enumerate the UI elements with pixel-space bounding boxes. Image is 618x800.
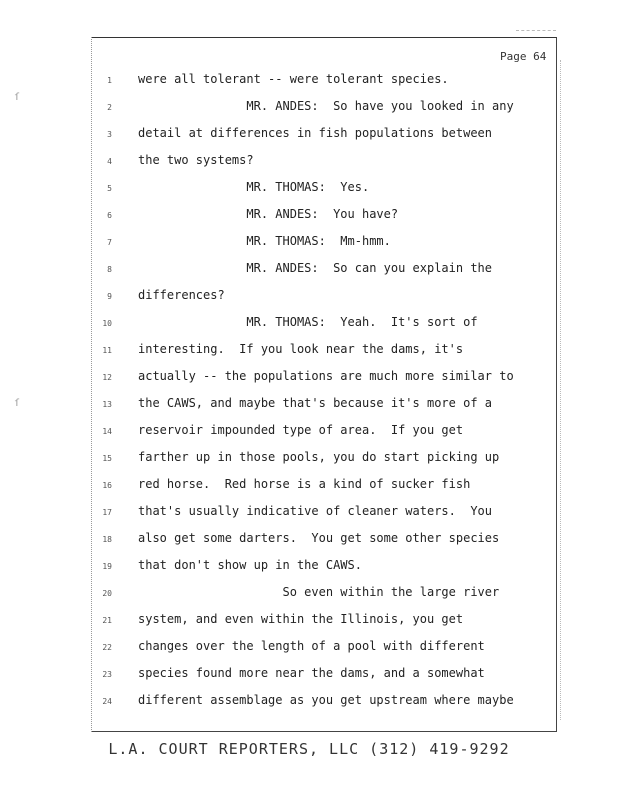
line-text: that's usually indicative of cleaner waters. You: [138, 504, 493, 518]
line-number: 8: [107, 265, 112, 274]
line-number: 11: [102, 346, 112, 355]
line-number: 3: [107, 130, 112, 139]
transcript-line: [0, 288, 618, 306]
line-text: the CAWS, and maybe that's because it's more of a: [138, 396, 493, 410]
line-number: 18: [102, 535, 112, 544]
line-text: reservoir impounded type of area. If you get: [138, 423, 464, 437]
line-text: So even within the large river: [138, 585, 500, 599]
transcript-line: [0, 180, 618, 198]
line-number: 15: [102, 454, 112, 463]
transcript-line: [0, 450, 618, 468]
line-text: MR. ANDES: You have?: [138, 207, 399, 221]
line-text: different assemblage as you get upstream where maybe: [138, 693, 514, 707]
line-number: 14: [102, 427, 112, 436]
line-number: 24: [102, 697, 112, 706]
line-text: interesting. If you look near the dams, it's: [138, 342, 464, 356]
line-text: also get some darters. You get some other species: [138, 531, 500, 545]
line-number: 7: [107, 238, 112, 247]
line-number: 21: [102, 616, 112, 625]
line-number: 5: [107, 184, 112, 193]
line-text: species found more near the dams, and a somewhat: [138, 666, 485, 680]
transcript-line: [0, 612, 618, 630]
line-number: 22: [102, 643, 112, 652]
line-number: 13: [102, 400, 112, 409]
transcript-line: [0, 234, 618, 252]
line-number: 9: [107, 292, 112, 301]
transcript-line: [0, 693, 618, 711]
transcript-line: [0, 342, 618, 360]
transcript-line: [0, 207, 618, 225]
line-number: 20: [102, 589, 112, 598]
line-text: the two systems?: [138, 153, 254, 167]
line-number: 12: [102, 373, 112, 382]
transcript-line: [0, 531, 618, 549]
line-number: 19: [102, 562, 112, 571]
transcript-line: [0, 558, 618, 576]
line-text: actually -- the populations are much more similar to: [138, 369, 514, 383]
transcript-line: [0, 261, 618, 279]
transcript-line: [0, 126, 618, 144]
transcript-line: [0, 423, 618, 441]
line-text: MR. THOMAS: Yes.: [138, 180, 370, 194]
margin-scribble: ſ: [14, 398, 21, 409]
line-text: system, and even within the Illinois, you get: [138, 612, 464, 626]
line-number: 6: [107, 211, 112, 220]
page-number: Page 64: [500, 50, 547, 63]
transcript-line: [0, 477, 618, 495]
line-text: MR. THOMAS: Mm-hmm.: [138, 234, 391, 248]
line-number: 10: [102, 319, 112, 328]
line-number: 23: [102, 670, 112, 679]
line-text: MR. ANDES: So have you looked in any: [138, 99, 514, 113]
line-text: that don't show up in the CAWS.: [138, 558, 362, 572]
line-text: MR. THOMAS: Yeah. It's sort of: [138, 315, 478, 329]
margin-scribble: ſ: [14, 92, 21, 103]
transcript-line: [0, 153, 618, 171]
transcript-line: [0, 504, 618, 522]
transcript-line: [0, 99, 618, 117]
line-number: 17: [102, 508, 112, 517]
line-number: 2: [107, 103, 112, 112]
transcript-line: [0, 639, 618, 657]
line-text: detail at differences in fish populations between: [138, 126, 493, 140]
transcript-line: [0, 585, 618, 603]
line-text: MR. ANDES: So can you explain the: [138, 261, 493, 275]
transcript-line: [0, 72, 618, 90]
line-number: 4: [107, 157, 112, 166]
line-text: red horse. Red horse is a kind of sucker fish: [138, 477, 471, 491]
transcript-line: [0, 666, 618, 684]
line-text: changes over the length of a pool with different: [138, 639, 485, 653]
line-text: differences?: [138, 288, 225, 302]
line-text: were all tolerant -- were tolerant species.: [138, 72, 449, 86]
court-reporter-footer: L.A. COURT REPORTERS, LLC (312) 419-9292: [108, 740, 510, 758]
transcript-line: [0, 369, 618, 387]
line-number: 1: [107, 76, 112, 85]
transcript-line: [0, 315, 618, 333]
line-text: farther up in those pools, you do start picking up: [138, 450, 500, 464]
transcript-line: [0, 396, 618, 414]
top-edge-mark: [516, 30, 556, 31]
line-number: 16: [102, 481, 112, 490]
